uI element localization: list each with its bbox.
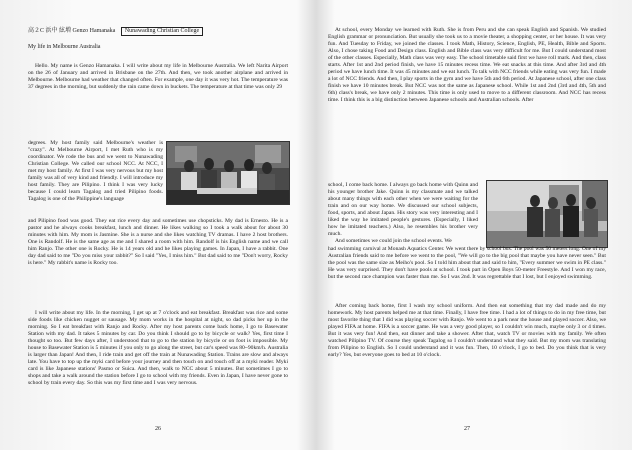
paragraph-intro-side: [28, 140, 163, 203]
paragraph-intro-top: [28, 63, 288, 91]
paragraph-text: had swimming carnival at Monash Aquatics Center. We went there by school bus. The pool was 50 meters long. One of my Australian friends said to me before we went to the pool, "We will go to the big pool that maybe you have never seen." But the pool was the same size as Meiho's pool. So I told him about that and said to him, "Every summer we swim in PE class." He was very surprised. They don't have pools at school. I took part in Open Boys 50-meter Freestyle. And I won my race, but the second race champion was faster than me. So I was 2nd. It was regrettable that I lost, but I enjoyed swimming.: [328, 246, 606, 281]
paragraph-daily-life: [28, 310, 288, 388]
paragraph-intro-bottom: [28, 218, 288, 267]
paragraph-text: I will write about my life. In the morning, I get up at 7 o'clock and eat breakfast. Breakfast was rice and some side foods like chicken nugget or sausage. My mom works in the hospital at night, so dad picks her up in the morning. So I eat breakfast with Ranjo and Rocky. After my host parents come back home, I go to Basewater Station with my dad. It takes 5 minutes by car. Do you think I should go to by bicycle or walk? Yes, first time I thought so too. But few days after, I understood that to go to the station by bicycle or on foot is impossible. My house to Basewater Station is 5 minutes if you only to go along the street, but car's speed was 80~90km/h. Australia is larger than Japan! And then, I ride train and get off the train at Nunawading Station. Trains are slow and always late. You have to top up the myki card before your journey and then touch on and touch off at a myki reader. Myki card is like Japanese stations' Pasmo or Suica. And then, walk to NCC about 5 minutes. But sometimes I go to shops and take a walk around the station before I go to school with my friends. Even in Japan, I have never gone to school by train every day. So this was my first time and I was very nervous.: [28, 310, 288, 387]
page-header: [28, 27, 288, 36]
paragraph-text: And sometimes we could join the school events. We: [335, 238, 452, 245]
paragraph-school: [328, 27, 606, 105]
article-subtitle: My life in Melbourne Australia: [28, 44, 101, 50]
page-number-right: 27: [464, 426, 470, 432]
paragraph-text: After coming back home, first I wash my school uniform. And then eat something that my dad made and do my homework. My host parents helped me at that time. Finally, I have free time. I had a lot of things to do in my free time, but most favorite thing that I did was playing soccer with Ranjo. We went to a park near the house and played soccer. Also, we played FIFA at home. FIFA is a soccer game. He was a very good player, so I couldn't win much, maybe only 3 or 4 times. But it was very fun! And then, eat dinner and take a shower. After that, watch TV or movies with my family. We often watched Pilipino TV. Of course they speak Tagalog so I couldn't understand what they said. But my mom was translating from Pilipino to English. So I could understand and it was fun. Then, 10 o'clock, I go to bed. Do you think that is very early? Yes, but everyone goes to bed at 10 o'clock.: [328, 303, 606, 359]
student-name: 高２C 浜中 絃増 Genzo Hamanaka: [28, 28, 116, 34]
paragraph-text: At school, every Monday we learned with Ruth. She is from Peru and she can speak English and Spanish. We studied English grammar or pronunciation. But usually she took us to a movie theater, a shopping center, or her house. It was very fun. And Tuesday to Friday, we joined the classes. I took Math, History, Science, English, PE, Health, Bible and Sports. Also, I chose taking Food and Design class. English and Bible class was very difficult for me. But I could understand most of the other classes. Especially, Math class was very easy. The school timetable said first we have roll mark. And then, class starts. After 1st and 2nd period finish, we have 15 minutes recess time. We eat snacks at this time. And after 3rd and 4th period we have lunch time. It was 45 minutes and we eat lunch. To talk with NCC friends while eating was very fun. I made a lot of NCC friends. And then, I play sports in the gym and we have 5th and 6th period. At Japanese school, after one class finish we have 10 minutes break. But NCC was not the same as Japanese school. While 1st and 2nd (3rd and 4th, 5th and 6th) class's break, we have only 2 minutes. This time is only used to move to a different classroom. And NCC has recess time. I think this is a big distinction between Japanese schools and Australian schools. After: [328, 27, 606, 104]
right-page: [316, 0, 632, 450]
paragraph-text: school, I come back home. I always go back home with Quinn and his younger brother Jake. Quinn is my classmate and we talked about many things with each other when we were waiting for the train and on our way home. We discussed our school subjects, food, sports, and about Japan. His story was very interesting and I liked the way he imitated people's gestures. (Especially, I liked how he imitated teachers.) Also, he resembles his brother very much.: [328, 182, 478, 238]
friends-photo: [486, 180, 608, 248]
paragraph-text: degrees. My host family said Melbourne's weather is "crazy". At Melbourne Airport, I met Ruth who is my coordinator. We rode the bus and we went to Nunawading Christian College. We called our school NCC. At NCC, I met my host family. At first I was very nervous but my host family was all of very kind and friendly. I will introduce my host family. They are Pilipino. I think I was very lucky because I could learn Tagalog and tried Pilipino foods. Tagalog is one of the Philippine's language: [28, 140, 163, 203]
page-number-left: 26: [155, 426, 161, 432]
paragraph-text: and Pilipino food was good. They eat rice every day and sometimes use chopsticks. My dad is Ernesto. He is a pastor and he always cooks breakfast, lunch and dinner. He likes walking so I took a walk about for about 30 minutes with him. My mom is Jasmine. She is a nurse and she likes watching TV dramas. I have 2 host brothers. One is Randolf. He is the same age as me and I shared a room with him. Randolf is his English name and we call him Ranjo. The other one is Rocky. He is 14 years old and he likes playing games. In Japan, I have a rabbit. One day dad said to me "Do you miss your rabbit?" So I said "Yes, I miss him." But dad said to me "Don't worry, Rocky is here." My rabbit's name is Rocky too.: [28, 218, 288, 267]
school-name-box: Nunawading Christian College: [121, 27, 203, 36]
paragraph-after-school: [328, 182, 478, 245]
host-family-photo: [166, 141, 290, 205]
paragraph-free-time: [328, 303, 606, 359]
paragraph-text: Hello. My name is Genzo Hamanaka. I will write about my life in Melbourne Australia. We left Narita Airport on the 26 of January and arrived in Brisbane on the 27th. And then, we took another airplane and arrived in Melbourne. Melbourne had weather that changed often. For example, one day it was very hot. The temperature was 37 degrees in the morning, but suddenly the rain came down in buckets. The temperature at that time was only 29: [28, 63, 288, 91]
paragraph-swimming: [328, 246, 606, 281]
